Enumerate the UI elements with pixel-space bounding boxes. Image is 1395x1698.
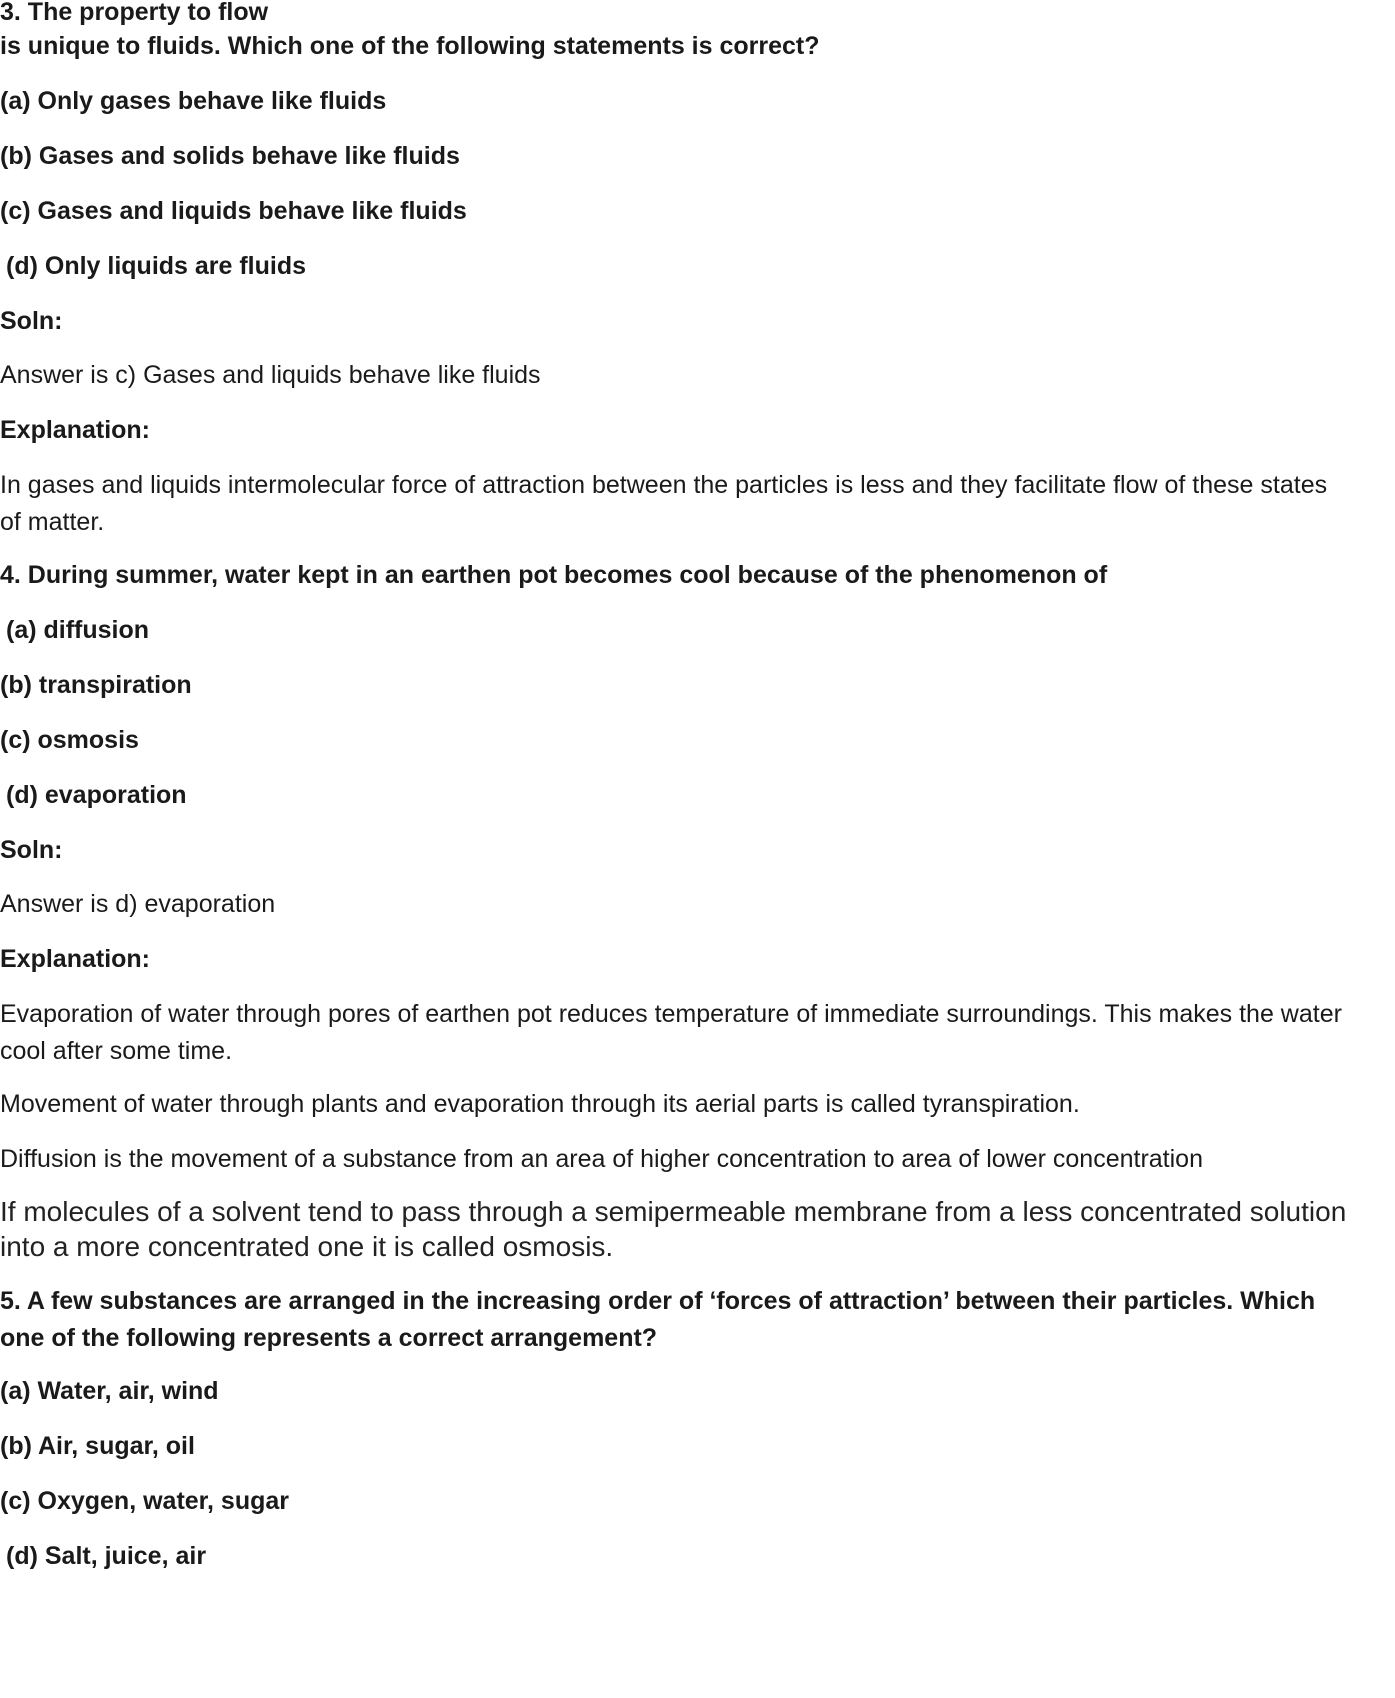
q4-explanation-2: Movement of water through plants and evaporation through its aerial parts is called tyranspiration. bbox=[0, 1090, 1080, 1118]
q3-title-line2: is unique to fluids. Which one of the following statements is correct? bbox=[0, 32, 820, 60]
q5-option-d: (d) Salt, juice, air bbox=[6, 1542, 207, 1570]
q4-explanation-3: Diffusion is the movement of a substance from an area of higher concentration to area of lower concentration bbox=[0, 1145, 1203, 1173]
q4-explanation-label: Explanation: bbox=[0, 945, 151, 973]
q3-explanation: In gases and liquids intermolecular force of attraction between the particles is less and they facilitate flow of these states of matter. bbox=[0, 471, 1328, 536]
q5-option-b: (b) Air, sugar, oil bbox=[0, 1432, 195, 1460]
q3-soln-label: Soln: bbox=[0, 307, 63, 335]
q4-explanation-4: If molecules of a solvent tend to pass through a semipermeable membrane from a less concentrated solution into a more concentrated one it is called osmosis. bbox=[0, 1196, 1347, 1262]
q4-explanation-1: Evaporation of water through pores of earthen pot reduces temperature of immediate surroundings. This makes the water cool after some time. bbox=[0, 1000, 1342, 1065]
q5-option-c: (c) Oxygen, water, sugar bbox=[0, 1487, 289, 1515]
q3-option-b: (b) Gases and solids behave like fluids bbox=[0, 142, 460, 170]
q3-option-a: (a) Only gases behave like fluids bbox=[0, 87, 387, 115]
q3-explanation-label: Explanation: bbox=[0, 416, 151, 444]
q3-option-d: (d) Only liquids are fluids bbox=[6, 252, 307, 280]
q5-title: 5. A few substances are arranged in the increasing order of ‘forces of attraction’ between their particles. Which one of the following represents a correct arrangement? bbox=[0, 1287, 1316, 1352]
q3-title-line1: 3. The property to flow bbox=[0, 0, 269, 26]
q3-answer: Answer is c) Gases and liquids behave like fluids bbox=[0, 361, 541, 389]
q4-option-b: (b) transpiration bbox=[0, 671, 192, 699]
q4-option-a: (a) diffusion bbox=[6, 616, 150, 644]
q4-soln-label: Soln: bbox=[0, 836, 63, 864]
q3-option-c: (c) Gases and liquids behave like fluids bbox=[0, 197, 467, 225]
q4-option-c: (c) osmosis bbox=[0, 726, 139, 754]
q4-option-d: (d) evaporation bbox=[6, 781, 187, 809]
q4-title: 4. During summer, water kept in an earthen pot becomes cool because of the phenomenon of bbox=[0, 561, 1108, 589]
q4-answer: Answer is d) evaporation bbox=[0, 890, 276, 918]
q5-option-a: (a) Water, air, wind bbox=[0, 1377, 219, 1405]
